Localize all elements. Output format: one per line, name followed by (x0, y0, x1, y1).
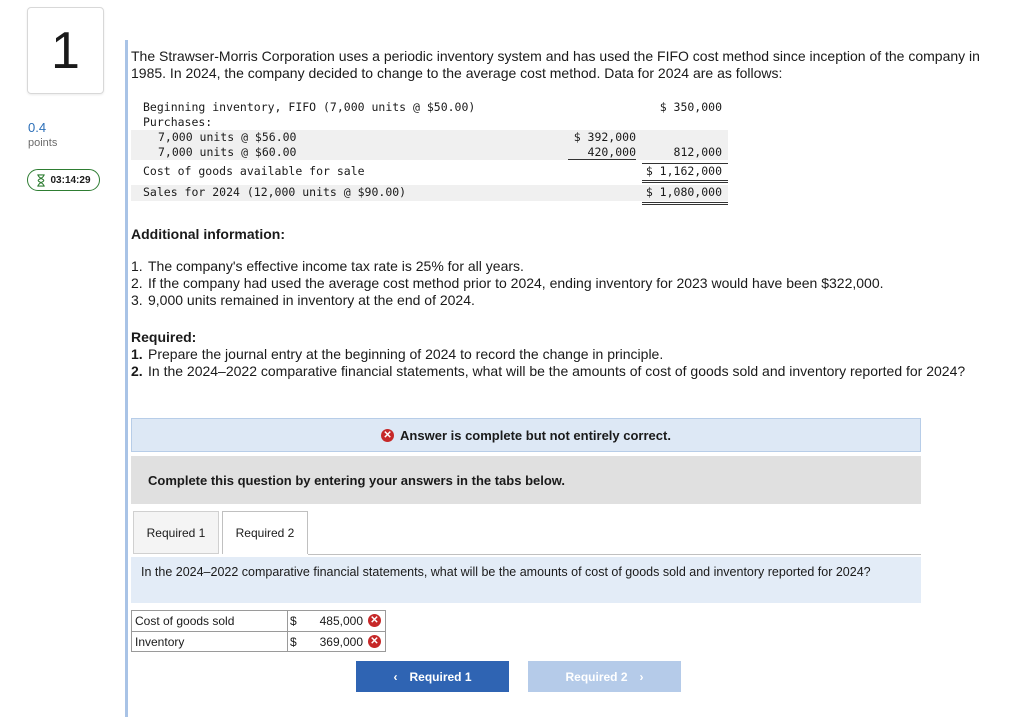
incorrect-icon: ✕ (368, 635, 381, 648)
list-text: Prepare the journal entry at the beginning of 2024 to record the change in principle. (148, 346, 664, 362)
inventory-input[interactable]: 369,000 (319, 635, 363, 649)
question-intro: The Strawser-Morris Corporation uses a periodic inventory system and has used the FIFO cost method since inception of the company in 1985. In 2024, the company decided to change to the average cost method. Data for 2024 are as follows: (131, 48, 980, 81)
sales-double-rule (642, 202, 728, 205)
additional-item-2 (131, 275, 884, 292)
tab-divider (308, 554, 921, 555)
table-row (132, 632, 385, 652)
row-label: Cost of goods sold (135, 614, 235, 628)
tab-required-2[interactable]: Required 2 (222, 511, 308, 554)
currency-symbol: $ (290, 635, 297, 649)
cogas-row (131, 164, 728, 179)
list-number: 1. (131, 258, 143, 274)
list-number: 2. (131, 275, 143, 291)
answer-status-banner (131, 418, 921, 452)
additional-item-3 (131, 292, 475, 309)
tab-required-1[interactable]: Required 1 (133, 511, 219, 554)
prev-button[interactable] (356, 661, 509, 692)
purchase2-label: 7,000 units @ $60.00 (158, 145, 297, 159)
list-text: In the 2024–2022 comparative financial statements, what will be the amounts of cost of goods sold and inventory reported for 2024? (148, 363, 966, 379)
beginning-label: Beginning inventory, FIFO (7,000 units @ $50.00) (143, 100, 476, 114)
beginning-inventory-row (131, 100, 728, 115)
list-number: 1. (131, 346, 143, 362)
instructions-panel (131, 456, 921, 504)
chevron-right-icon: › (639, 669, 644, 684)
additional-item-1 (131, 258, 524, 275)
tab-question: In the 2024–2022 comparative financial statements, what will be the amounts of cost of goods sold and inventory reported for 2024? (131, 557, 921, 603)
purchases-label: Purchases: (143, 115, 213, 129)
cogas-double-rule (642, 180, 728, 183)
cogas-label: Cost of goods available for sale (143, 164, 365, 178)
hourglass-icon (36, 174, 46, 187)
required-title: Required: (131, 329, 197, 345)
additional-info-title: Additional information: (131, 226, 285, 242)
required-item-2 (131, 363, 991, 380)
purchases-total: 812,000 (673, 145, 722, 159)
required-item-1 (131, 346, 663, 363)
list-text: 9,000 units remained in inventory at the end of 2024. (148, 292, 475, 308)
answer-table (131, 610, 386, 652)
purchase2-row (131, 145, 728, 160)
next-button[interactable] (528, 661, 681, 692)
cogs-input[interactable]: 485,000 (319, 614, 363, 628)
points-value: 0.4 (28, 120, 47, 135)
chevron-left-icon: ‹ (393, 669, 398, 684)
list-text: The company's effective income tax rate is 25% for all years. (148, 258, 524, 274)
row-label: Inventory (135, 635, 185, 649)
purchase2-amount: 420,000 (568, 145, 636, 160)
purchase1-label: 7,000 units @ $56.00 (158, 130, 297, 144)
sales-label: Sales for 2024 (12,000 units @ $90.00) (143, 185, 407, 199)
next-label: Required 2 (565, 669, 628, 684)
currency-symbol: $ (290, 614, 297, 628)
instructions-text: Complete this question by entering your answers in the tabs below. (148, 472, 566, 488)
timer[interactable] (27, 169, 100, 191)
list-text: If the company had used the average cost method prior to 2024, ending inventory for 2023 would have been $322,000. (148, 275, 884, 291)
list-number: 2. (131, 363, 143, 379)
sales-row (131, 185, 728, 201)
purchases-row (131, 115, 728, 130)
incorrect-icon: ✕ (368, 614, 381, 627)
question-number: 1 (27, 7, 104, 94)
list-number: 3. (131, 292, 143, 308)
timer-text: 03:14:29 (50, 174, 91, 186)
purchase1-amount: $ 392,000 (573, 130, 636, 144)
content-divider (125, 40, 128, 717)
cogas-total: $ 1,162,000 (645, 164, 722, 178)
prev-label: Required 1 (409, 669, 472, 684)
banner-text: Answer is complete but not entirely correct. (400, 427, 671, 443)
purchase1-row (131, 130, 728, 145)
x-circle-icon: ✕ (381, 429, 394, 442)
sales-total: $ 1,080,000 (645, 185, 722, 199)
points-label: points (28, 137, 58, 149)
table-row (132, 611, 385, 632)
beginning-total: $ 350,000 (659, 100, 722, 114)
